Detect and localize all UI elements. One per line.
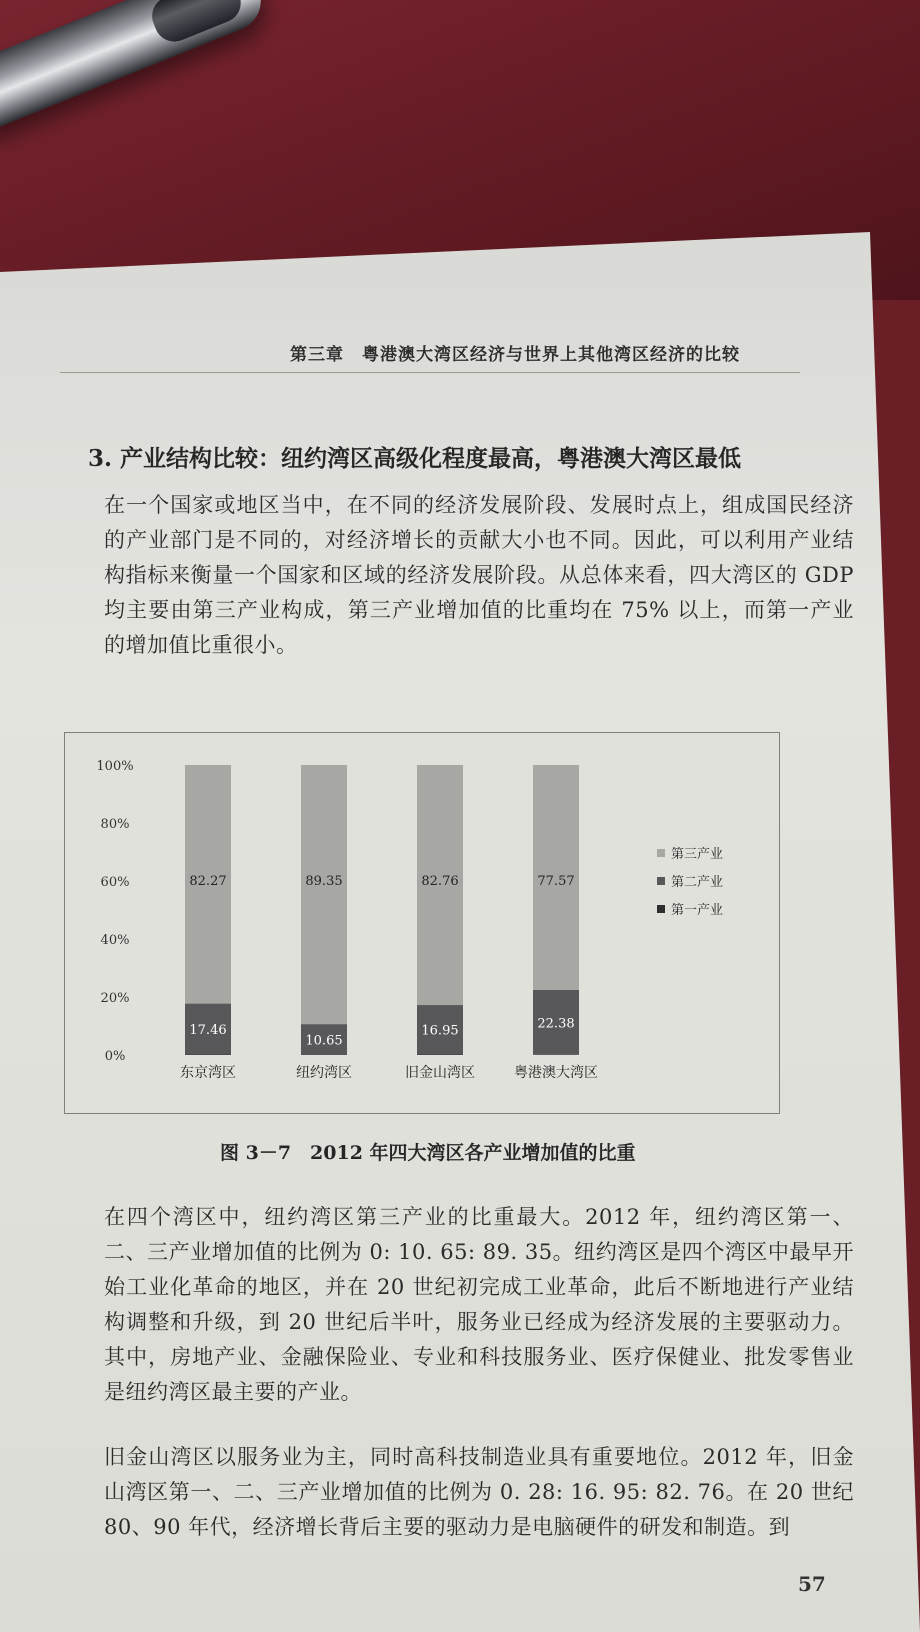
legend-label: 第一产业 — [671, 903, 724, 918]
y-tick-label: 100% — [96, 759, 134, 774]
data-label: 22.38 — [537, 1016, 575, 1032]
figure-caption: 图 3－7 2012 年四大湾区各产业增加值的比重 — [220, 1142, 636, 1164]
legend-label: 第三产业 — [671, 847, 724, 862]
legend-swatch — [657, 849, 665, 857]
data-label: 82.76 — [421, 874, 459, 890]
bar-segment — [301, 765, 347, 1024]
stacked-bar-chart — [65, 733, 779, 1113]
y-tick-label: 0% — [104, 1049, 126, 1064]
x-tick-label: 东京湾区 — [180, 1065, 236, 1081]
legend-swatch — [657, 877, 665, 885]
bar-segment — [185, 1054, 231, 1055]
bar-segment — [417, 1054, 463, 1055]
data-label: 77.57 — [537, 874, 575, 889]
y-tick-label: 60% — [100, 875, 130, 890]
y-tick-label: 80% — [100, 817, 130, 832]
running-head: 第三章 粤港澳大湾区经济与世界上其他湾区经济的比较 — [290, 345, 740, 365]
y-tick-label: 40% — [100, 933, 130, 948]
figure-chart — [64, 732, 780, 1114]
data-label: 89.35 — [305, 874, 343, 889]
paragraph-intro: 在一个国家或地区当中，在不同的经济发展阶段、发展时点上，组成国民经济的产业部门是不同的，对经济增长的贡献大小也不同。因此，可以利用产业结构指标来衡量一个国家和区域的经济发展阶段。从总体来看，四大湾区的 GDP 均主要由第三产业构成，第三产业增加值的比重均在 75% 以上，而第一产业的增加值比重很小。 — [104, 493, 854, 657]
x-tick-label: 纽约湾区 — [296, 1065, 352, 1081]
y-tick-label: 20% — [100, 991, 130, 1006]
section-heading: 3. 产业结构比较：纽约湾区高级化程度最高，粤港澳大湾区最低 — [88, 445, 742, 472]
paragraph-san-francisco: 旧金山湾区以服务业为主，同时高科技制造业具有重要地位。2012 年，旧金山湾区第一、二、三产业增加值的比例为 0. 28: 16. 95: 82. 76。在 20 世纪 80、90 年代，经济增长背后主要的驱动力是电脑硬件的研发和制造。到 — [104, 1445, 854, 1539]
header-rule — [60, 372, 800, 373]
data-label: 16.95 — [421, 1023, 459, 1039]
legend-swatch — [657, 905, 665, 913]
page-number: 57 — [798, 1572, 826, 1596]
legend-label: 第二产业 — [671, 875, 724, 890]
paragraph-new-york: 在四个湾区中，纽约湾区第三产业的比重最大。2012 年，纽约湾区第一、二、三产业增加值的比例为 0: 10. 65: 89. 35。纽约湾区是四个湾区中最早开始工业化革命的地区，并在 20 世纪初完成工业革命，此后不断地进行产业结构调整和升级，到 20 世纪后半叶，服务业已经成为经济发展的主要驱动力。其中，房地产业、金融保险业、专业和科技服务业、医疗保健业、批发零售业是纽约湾区最主要的产业。 — [104, 1205, 854, 1404]
x-tick-label: 旧金山湾区 — [405, 1065, 475, 1081]
data-label: 17.46 — [189, 1022, 227, 1038]
x-tick-label: 粤港澳大湾区 — [514, 1065, 598, 1081]
data-label: 82.27 — [189, 874, 227, 889]
data-label: 10.65 — [305, 1033, 343, 1049]
